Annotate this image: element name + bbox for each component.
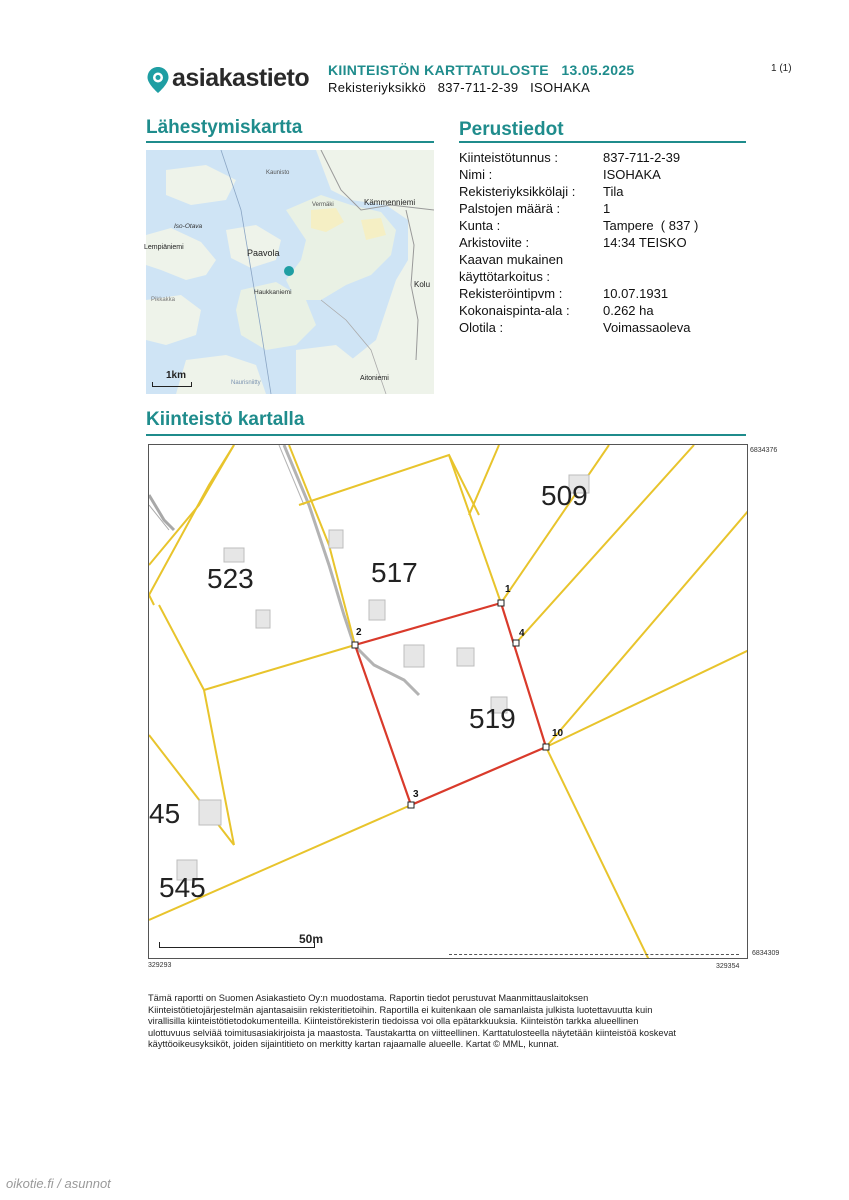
locator-map [146,150,434,394]
basic-info-rule [459,141,746,143]
coord-top-right: 6834376 [750,447,778,454]
map-scale-label: 50m [299,932,324,946]
property-outline [355,603,546,805]
boundary-point-3: 3 [413,789,419,800]
disclaimer-line-1: Tämä raportti on Suomen Asiakastieto Oy:n muodostama. Raportin tiedot perustuvat Maanmittauslaitoksen [148,993,589,1003]
property-location-marker [284,266,294,276]
place-label-pikkakka: Pikkakka [151,297,176,303]
page-number: 1 (1) [771,63,792,74]
property-map-heading: Kiinteistö kartalla [146,409,305,430]
locator-scale-bar [152,382,192,387]
place-label-iso-otava: Iso-Otava [174,223,203,230]
disclaimer-line-4: ulottuvuus selviää toimitusasiakirjoista ja maastosta. Taustakartta on viitteellinen. Karttatulosteella näytetään kiinteistöä koskevat [148,1027,676,1038]
locator-map-heading: Lähestymiskartta [146,117,303,138]
place-label-haukkaniemi: Haukkaniemi [254,289,292,296]
buildings [177,475,589,880]
logo-text: asiakastieto [172,64,310,92]
place-label-naurisniitty: Naurisniitty [231,380,261,386]
locator-map-rule [146,141,434,143]
parcel-number-45: 45 [149,798,181,829]
place-label-kolu: Kolu [414,280,431,289]
disclaimer-line-2: Kiinteistötietojärjestelmän ajantasaisiin rekisteritietoihin. Raportilla ei kuitenkaan ole samanlaista julkista luotettavuutta kuin [148,1004,653,1015]
place-label-vermaki: Vermäki [312,202,334,208]
boundary-point-2: 2 [356,627,362,638]
parcel-number-545: 545 [159,872,206,903]
report-subtitle: Rekisteriyksikkö 837-711-2-39 ISOHAKA [328,80,591,95]
logo [146,66,170,94]
boundary-point-4: 4 [519,628,525,639]
parcel-number-509: 509 [541,480,588,511]
property-map [148,444,748,959]
map-bottom-dashes [449,954,739,955]
place-label-kammenniemi: Kämmenniemi [364,198,416,207]
coord-bottom-left: 329293 [148,962,172,969]
property-map-rule [146,434,746,436]
place-label-lempianiemi: Lempiäniemi [144,244,184,251]
location-pin-icon [146,66,170,94]
parcel-number-523: 523 [207,563,254,594]
watermark: oikotie.fi / asunnot [6,1176,111,1191]
property-map-graphic [149,445,748,959]
coord-bottom-right-x: 329354 [716,963,740,970]
locator-scale-label: 1km [166,370,187,381]
place-label-aitoniemi: Aitoniemi [360,375,389,382]
disclaimer-text [148,993,748,1051]
boundary-point-1: 1 [505,584,511,595]
map-scale-bar [159,942,315,948]
disclaimer-line-5: käyttöoikeusyksiköt, joiden sijaintitieto on merkitty kartan rajaamalle alueelle. Kartat © MML, kunnat. [148,1039,559,1050]
parcel-number-517: 517 [371,557,418,588]
disclaimer-line-3: virallisilla kiinteistötietodokumenteilla. Kiinteistörekisterin tiedoissa voi olla epätarkkuuksia. Kiinteistön tarkka alueellinen [148,1016,639,1027]
parcel-number-519: 519 [469,703,516,734]
coord-bottom-right: 6834309 [752,950,780,957]
place-label-kaunisto: Kaunisto [266,170,290,176]
basic-info-heading: Perustiedot [459,119,564,140]
parcel-boundaries [149,445,748,959]
report-title: KIINTEISTÖN KARTTATULOSTE 13.05.2025 [328,62,635,78]
place-label-paavola: Paavola [247,248,280,258]
boundary-point-10: 10 [552,728,564,739]
